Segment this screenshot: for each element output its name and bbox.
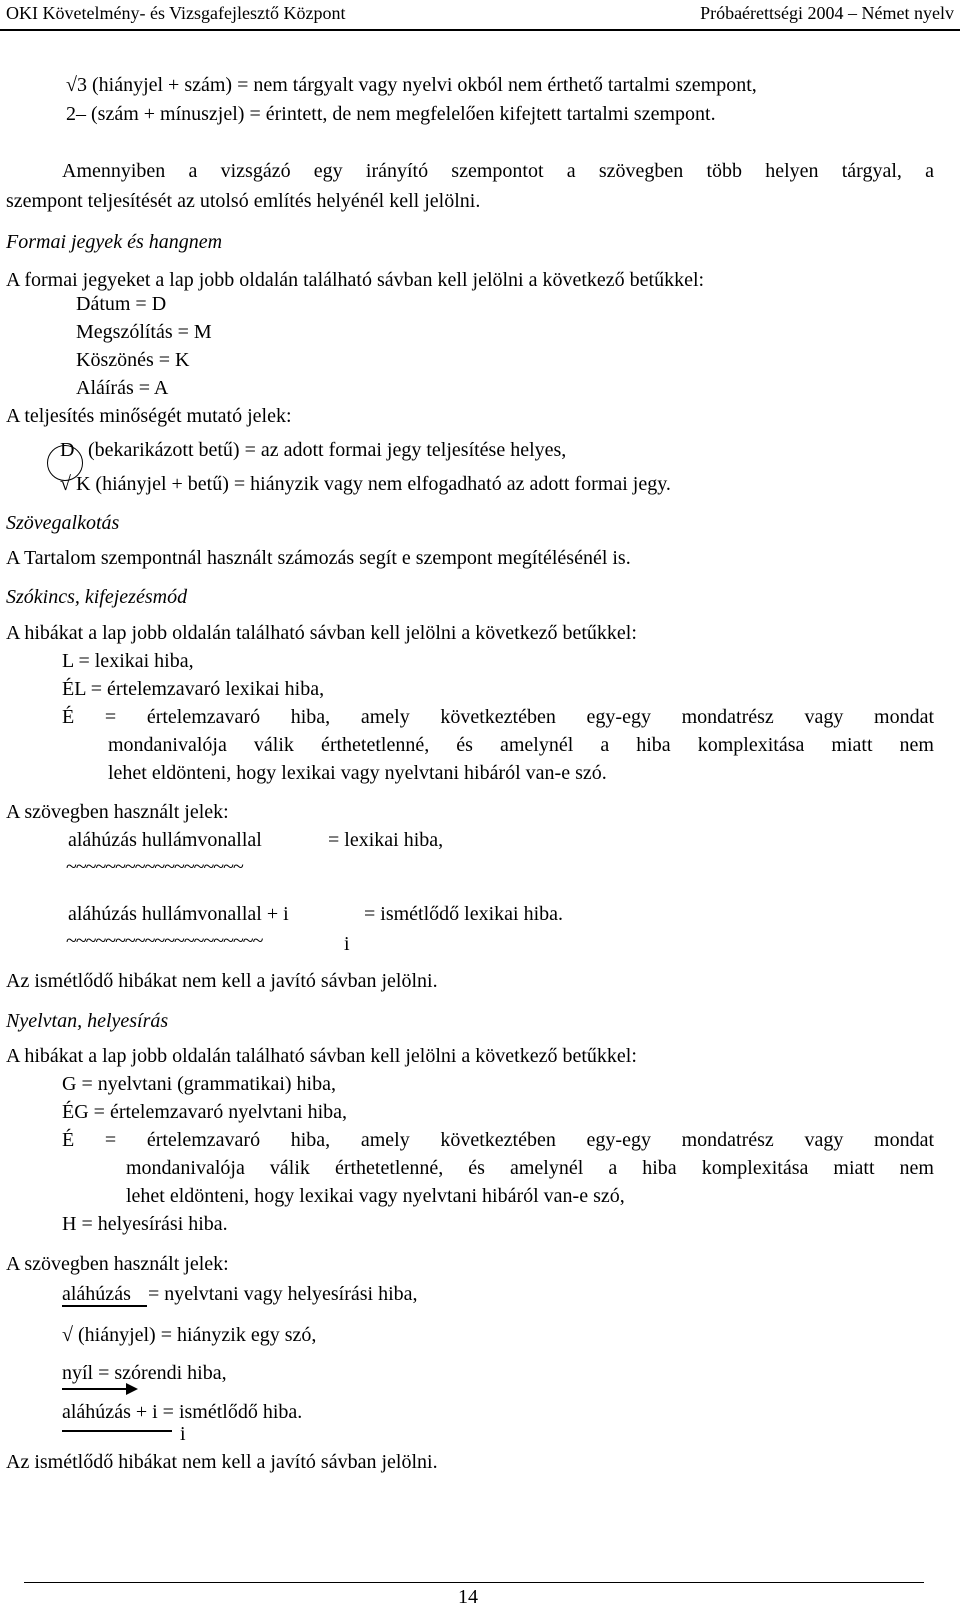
nyelvtan-sign2: √ (hiányjel) = hiányzik egy szó,: [62, 1324, 317, 1346]
szokincs-item-e-line1: É = értelemzavaró hiba, amely következtében egy-egy mondatrész vagy mondat: [62, 706, 934, 728]
szokincs-sign1-word: aláhúzás hullámvonallal: [68, 829, 262, 851]
top-para-line-2: szempont teljesítését az utolsó említés helyénél kell jelölni.: [6, 190, 481, 212]
formai-circle-letter: D: [60, 439, 75, 461]
nyelvtan-sign4: aláhúzás + i = ismétlődő hiba.: [62, 1401, 303, 1423]
szokincs-sign2-i: i: [344, 933, 350, 955]
nyelvtan-item-e-line3: lehet eldönteni, hogy lexikai vagy nyelvtani hibáról van-e szó,: [126, 1185, 625, 1207]
top-line-2: 2– (szám + mínuszjel) = érintett, de nem megfelelően kifejtett tartalmi szempont.: [66, 103, 716, 125]
formai-item-koszones: Köszönés = K: [76, 349, 190, 371]
formai-item-alairas: Aláírás = A: [76, 377, 169, 399]
nyelvtan-repeat-note: Az ismétlődő hibákat nem kell a javító sávban jelölni.: [6, 1451, 438, 1473]
wavy-underline-1: ~~~~~~~~~~~~~~~~~~: [66, 856, 243, 878]
formai-item-datum: Dátum = D: [76, 293, 167, 315]
nyelvtan-item-e-line2: mondanivalója válik érthetetlenné, és amelynél a hiba komplexitása miatt nem: [126, 1157, 934, 1179]
szokincs-item-el: ÉL = értelemzavaró lexikai hiba,: [62, 678, 325, 700]
szokincs-item-l: L = lexikai hiba,: [62, 650, 194, 672]
nyelvtan-item-eg: ÉG = értelemzavaró nyelvtani hiba,: [62, 1101, 348, 1123]
szokincs-sign1-meaning: = lexikai hiba,: [328, 829, 444, 851]
top-line-1: √3 (hiányjel + szám) = nem tárgyalt vagy nyelvi okból nem érthető tartalmi szempont,: [66, 74, 757, 96]
szoveg-heading: Szövegalkotás: [6, 512, 120, 534]
formai-quality-label: A teljesítés minőségét mutató jelek:: [6, 405, 292, 427]
szokincs-item-e-line3: lehet eldönteni, hogy lexikai vagy nyelvtani hibáról van-e szó.: [108, 762, 607, 784]
nyelvtan-sign3: nyíl = szórendi hiba,: [62, 1362, 227, 1384]
header-divider: [0, 29, 960, 31]
footer-divider: [24, 1582, 924, 1583]
wavy-underline-2: ~~~~~~~~~~~~~~~~~~~~: [66, 930, 263, 952]
arrow-icon: [60, 1382, 140, 1396]
szokincs-signs-label: A szövegben használt jelek:: [6, 801, 229, 823]
szokincs-repeat-note: Az ismétlődő hibákat nem kell a javító sávban jelölni.: [6, 970, 438, 992]
szokincs-sign2-meaning: = ismétlődő lexikai hiba.: [364, 903, 564, 925]
nyelvtan-heading: Nyelvtan, helyesírás: [6, 1010, 169, 1032]
nyelvtan-intro: A hibákat a lap jobb oldalán található sávban kell jelölni a következő betűkkel:: [6, 1045, 637, 1067]
nyelvtan-item-h: H = helyesírási hiba.: [62, 1213, 228, 1235]
szokincs-intro: A hibákat a lap jobb oldalán található sávban kell jelölni a következő betűkkel:: [6, 622, 637, 644]
nyelvtan-signs-label: A szövegben használt jelek:: [6, 1253, 229, 1275]
nyelvtan-item-g: G = nyelvtani (grammatikai) hiba,: [62, 1073, 336, 1095]
formai-circle-text: (bekarikázott betű) = az adott formai jegy teljesítése helyes,: [88, 439, 567, 461]
nyelvtan-item-e-line1: É = értelemzavaró hiba, amely következtében egy-egy mondatrész vagy mondat: [62, 1129, 934, 1151]
top-para-line-1: Amennyiben a vizsgázó egy irányító szempontot a szövegben több helyen tárgyal, a: [62, 160, 934, 182]
formai-intro: A formai jegyeket a lap jobb oldalán található sávban kell jelölni a következő betűkkel:: [6, 269, 705, 291]
nyelvtan-sign4-i: i: [180, 1423, 186, 1445]
szokincs-heading: Szókincs, kifejezésmód: [6, 586, 188, 608]
underline-i-mark: [62, 1430, 172, 1432]
formai-check-text: √ K (hiányjel + betű) = hiányzik vagy nem elfogadható az adott formai jegy.: [60, 473, 671, 495]
formai-item-megszolitas: Megszólítás = M: [76, 321, 212, 343]
page-number: 14: [458, 1586, 478, 1608]
nyelvtan-sign1-word: aláhúzás: [62, 1283, 131, 1305]
header-right: Próbaérettségi 2004 – Német nyelv: [700, 3, 954, 23]
formai-heading: Formai jegyek és hangnem: [6, 231, 223, 253]
szoveg-text: A Tartalom szempontnál használt számozás segít e szempont megítélésénél is.: [6, 547, 631, 569]
szokincs-sign2-word: aláhúzás hullámvonallal + i: [68, 903, 289, 925]
nyelvtan-sign1-meaning: = nyelvtani vagy helyesírási hiba,: [148, 1283, 418, 1305]
header-left: OKI Követelmény- és Vizsgafejlesztő Központ: [6, 3, 346, 23]
szokincs-item-e-line2: mondanivalója válik érthetetlenné, és amelynél a hiba komplexitása miatt nem: [108, 734, 934, 756]
underline-mark: [62, 1305, 147, 1307]
